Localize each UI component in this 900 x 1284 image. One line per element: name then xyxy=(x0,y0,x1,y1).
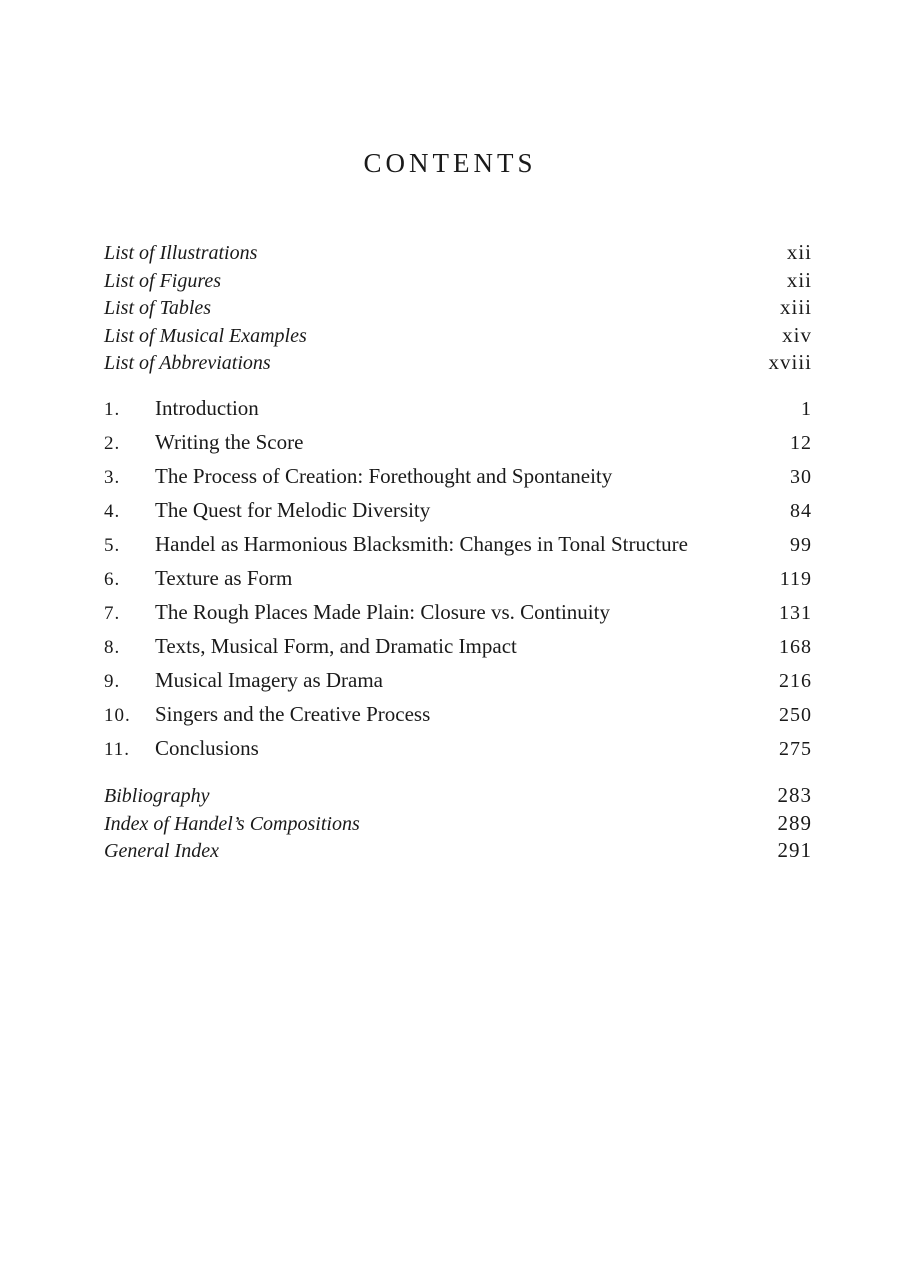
chapter-number: 5. xyxy=(104,535,121,556)
entry-page: xiii xyxy=(779,295,812,319)
entry-page: 283 xyxy=(777,783,812,807)
chapter-title: Musical Imagery as Drama xyxy=(155,668,383,692)
entry-title: List of Illustrations xyxy=(104,242,258,264)
entry-page: xii xyxy=(786,240,812,264)
chapter-page: 275 xyxy=(779,738,812,760)
chapter-title: Texts, Musical Form, and Dramatic Impact xyxy=(155,634,517,658)
chapter-page: 1 xyxy=(801,398,812,420)
chapter-number: 6. xyxy=(104,569,121,590)
chapter-entry[interactable] xyxy=(104,396,812,430)
entry-title: List of Figures xyxy=(104,269,222,292)
chapter-title: Handel as Harmonious Blacksmith: Changes in Tonal Structure xyxy=(155,532,688,556)
chapter-number: 8. xyxy=(104,637,121,658)
chapter-number: 7. xyxy=(104,603,121,624)
chapter-title: Texture as Form xyxy=(155,566,293,590)
chapter-page: 250 xyxy=(779,704,812,726)
chapter-page: 99 xyxy=(790,534,812,556)
chapter-page: 168 xyxy=(779,636,812,658)
page-title: CONTENTS xyxy=(363,148,537,178)
chapter-title: Singers and the Creative Process xyxy=(155,702,431,726)
chapter-number: 4. xyxy=(104,501,121,522)
chapter-entry[interactable] xyxy=(104,498,812,532)
entry-page: 291 xyxy=(777,838,812,862)
entry-title: List of Abbreviations xyxy=(104,352,271,374)
chapter-number: 9. xyxy=(104,671,121,692)
chapter-page: 131 xyxy=(779,602,812,624)
chapter-list xyxy=(104,396,812,770)
chapter-page: 30 xyxy=(790,466,812,488)
chapter-page: 84 xyxy=(790,500,812,522)
chapter-title: The Quest for Melodic Diversity xyxy=(155,498,431,522)
toc-entry[interactable] xyxy=(104,838,812,866)
chapter-entry[interactable] xyxy=(104,566,812,600)
chapter-number: 1. xyxy=(104,399,121,420)
front-matter-list xyxy=(104,240,812,378)
chapter-entry[interactable] xyxy=(104,464,812,498)
chapter-entry[interactable] xyxy=(104,430,812,464)
chapter-title: Introduction xyxy=(155,396,259,420)
entry-title: List of Tables xyxy=(104,297,212,319)
entry-title: List of Musical Examples xyxy=(104,324,307,347)
entry-page: xviii xyxy=(768,350,812,374)
entry-page: xiv xyxy=(782,322,812,347)
chapter-entry[interactable] xyxy=(104,702,812,736)
entry-title: Bibliography xyxy=(104,785,210,807)
entry-title: General Index xyxy=(104,840,219,862)
entry-page: xii xyxy=(786,267,812,292)
chapter-entry[interactable] xyxy=(104,634,812,668)
toc-entry[interactable] xyxy=(104,350,812,378)
chapter-page: 119 xyxy=(779,568,812,590)
chapter-title: Writing the Score xyxy=(155,430,304,454)
chapter-page: 216 xyxy=(779,670,812,692)
chapter-title: The Process of Creation: Forethought and Spontaneity xyxy=(155,464,613,488)
entry-title: Index of Handel’s Compositions xyxy=(104,812,360,835)
back-matter-list xyxy=(104,783,812,866)
chapter-number: 11. xyxy=(104,739,131,760)
chapter-entry[interactable] xyxy=(104,532,812,566)
toc-entry[interactable] xyxy=(104,323,812,351)
toc-entry[interactable] xyxy=(104,783,812,811)
entry-page: 289 xyxy=(777,810,812,835)
chapter-page: 12 xyxy=(790,432,812,454)
toc-entry[interactable] xyxy=(104,240,812,268)
chapter-title: The Rough Places Made Plain: Closure vs. Continuity xyxy=(155,600,610,624)
chapter-entry[interactable] xyxy=(104,736,812,770)
toc-entry[interactable] xyxy=(104,811,812,839)
toc-entry[interactable] xyxy=(104,295,812,323)
chapter-title: Conclusions xyxy=(155,736,259,760)
chapter-number: 2. xyxy=(104,433,121,454)
chapter-number: 3. xyxy=(104,467,121,488)
chapter-entry[interactable] xyxy=(104,600,812,634)
chapter-number: 10. xyxy=(104,705,131,726)
chapter-entry[interactable] xyxy=(104,668,812,702)
toc-entry[interactable] xyxy=(104,268,812,296)
